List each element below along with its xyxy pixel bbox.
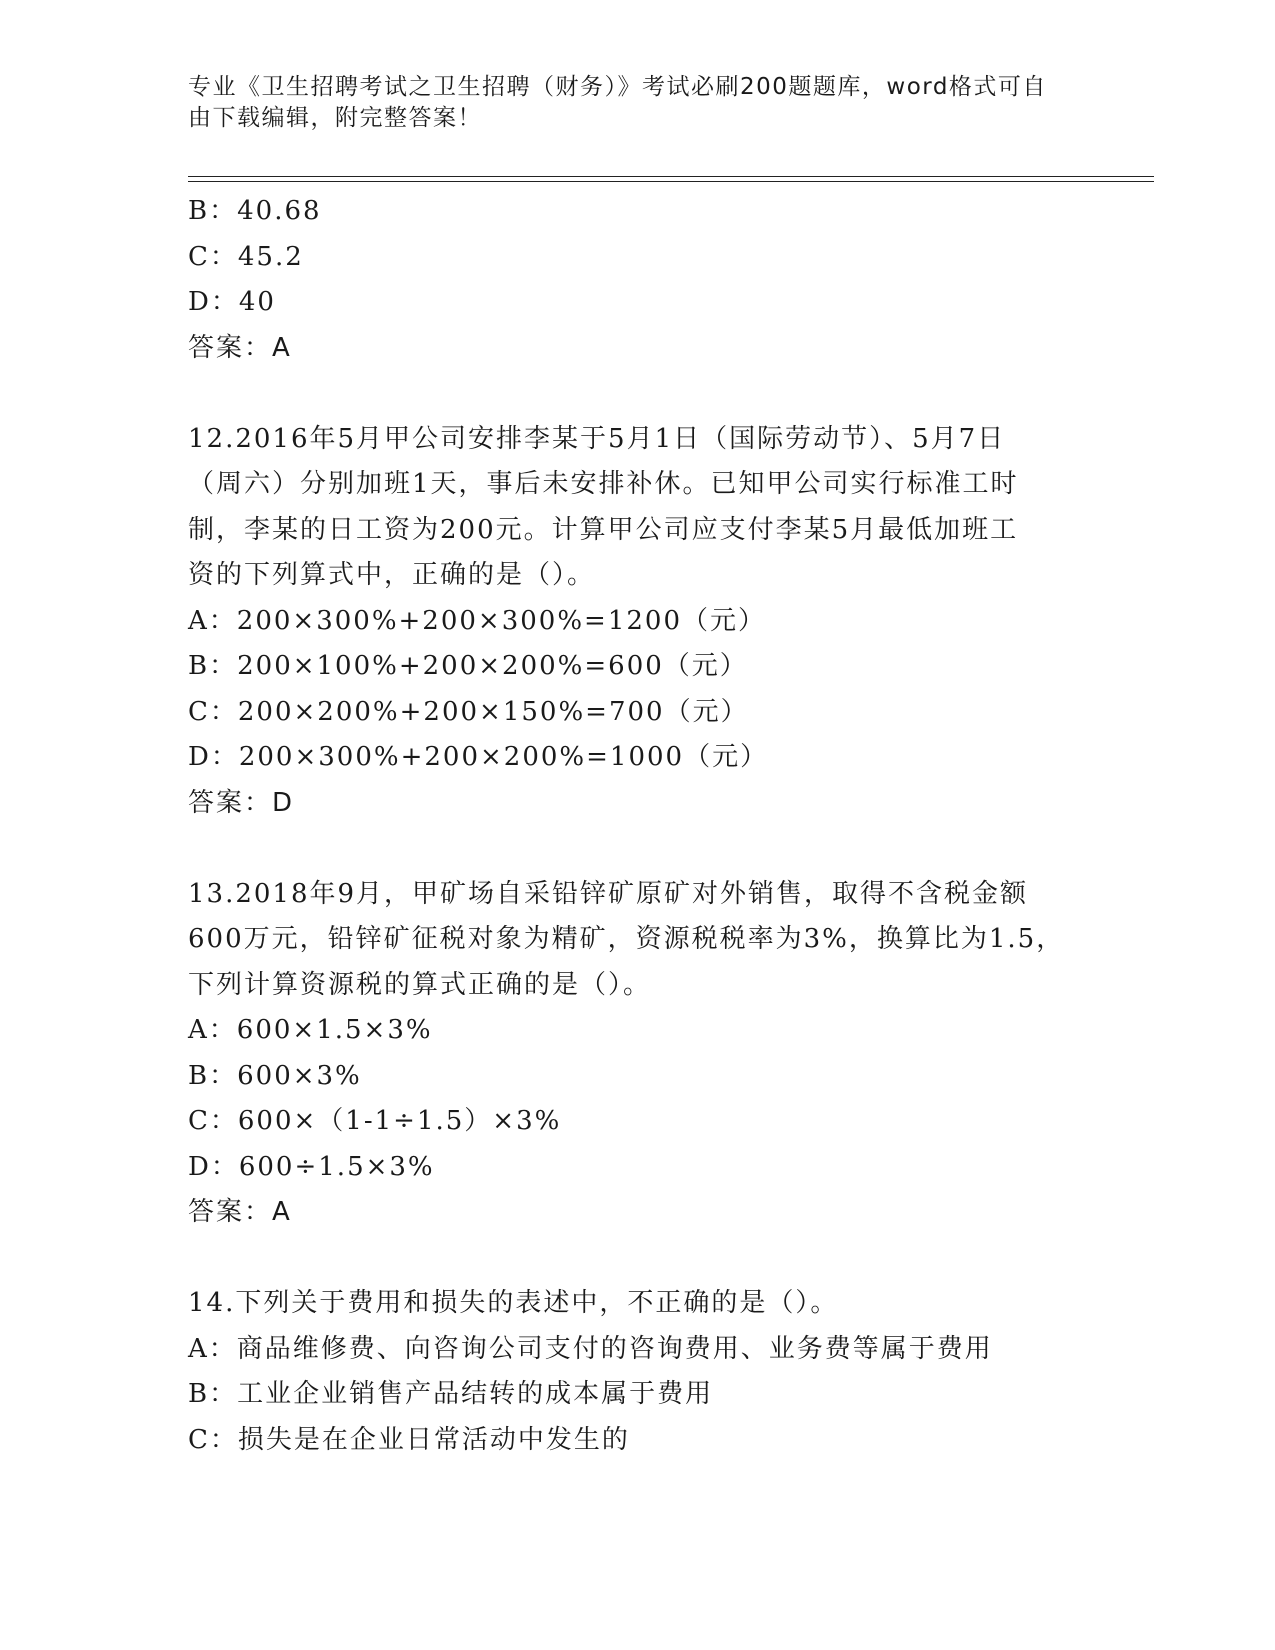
document-body	[188, 189, 1088, 1463]
answer: 答案：A	[188, 1197, 292, 1227]
option-b: B：工业企业销售产品结转的成本属于费用	[188, 1379, 714, 1409]
question-stem-line: （周六）分别加班1天，事后未安排补休。已知甲公司实行标准工时	[188, 469, 1019, 499]
option-c: C：45.2	[188, 241, 304, 272]
header-divider-top	[188, 176, 1154, 177]
header-divider-bottom	[188, 181, 1154, 182]
question-stem-line: 资的下列算式中，正确的是（）。	[188, 560, 596, 590]
option-d: D：600÷1.5×3%	[188, 1151, 435, 1182]
option-a: A：600×1.5×3%	[188, 1015, 433, 1045]
question-12	[188, 417, 1088, 827]
option-b: B：40.68	[188, 196, 322, 226]
option-c: C：200×200%+200×150%=700（元）	[188, 696, 749, 727]
answer: 答案：A	[188, 332, 292, 363]
option-d: D：40	[188, 287, 276, 317]
question-13	[188, 872, 1088, 1236]
option-a: A：200×300%+200×300%=1200（元）	[188, 605, 766, 636]
spacer	[188, 1236, 1088, 1282]
question-stem-line: 下列计算资源税的算式正确的是（）。	[188, 969, 652, 1000]
header-line-1: 专业《卫生招聘考试之卫生招聘（财务）》考试必刷200题题库，word格式可自	[188, 74, 1047, 100]
option-c: C：600×（1-1÷1.5）×3%	[188, 1106, 562, 1136]
spacer	[188, 826, 1088, 872]
option-d: D：200×300%+200×200%=1000（元）	[188, 742, 769, 772]
option-b: B：200×100%+200×200%=600（元）	[188, 651, 748, 681]
answer: 答案：D	[188, 787, 295, 818]
question-stem-line: 13.2018年9月，甲矿场自采铅锌矿原矿对外销售，取得不含税金额	[188, 878, 1029, 909]
option-c: C：损失是在企业日常活动中发生的	[188, 1424, 630, 1455]
question-stem-line: 12.2016年5月甲公司安排李某于5月1日（国际劳动节）、5月7日	[188, 423, 1006, 454]
option-a: A：商品维修费、向咨询公司支付的咨询费用、业务费等属于费用	[188, 1333, 993, 1364]
header-line-2: 由下载编辑，附完整答案！	[188, 105, 482, 131]
option-b: B：600×3%	[188, 1060, 362, 1091]
question-stem-line: 14.下列关于费用和损失的表述中，不正确的是（）。	[188, 1288, 839, 1318]
question-11-tail	[188, 189, 1088, 371]
spacer	[188, 371, 1088, 417]
question-14	[188, 1281, 1088, 1463]
question-stem-line: 制，李某的日工资为200元。计算甲公司应支付李某5月最低加班工	[188, 514, 1019, 545]
question-stem-line: 600万元，铅锌矿征税对象为精矿，资源税税率为3%，换算比为1.5，	[188, 924, 1065, 954]
document-header	[188, 72, 1088, 134]
